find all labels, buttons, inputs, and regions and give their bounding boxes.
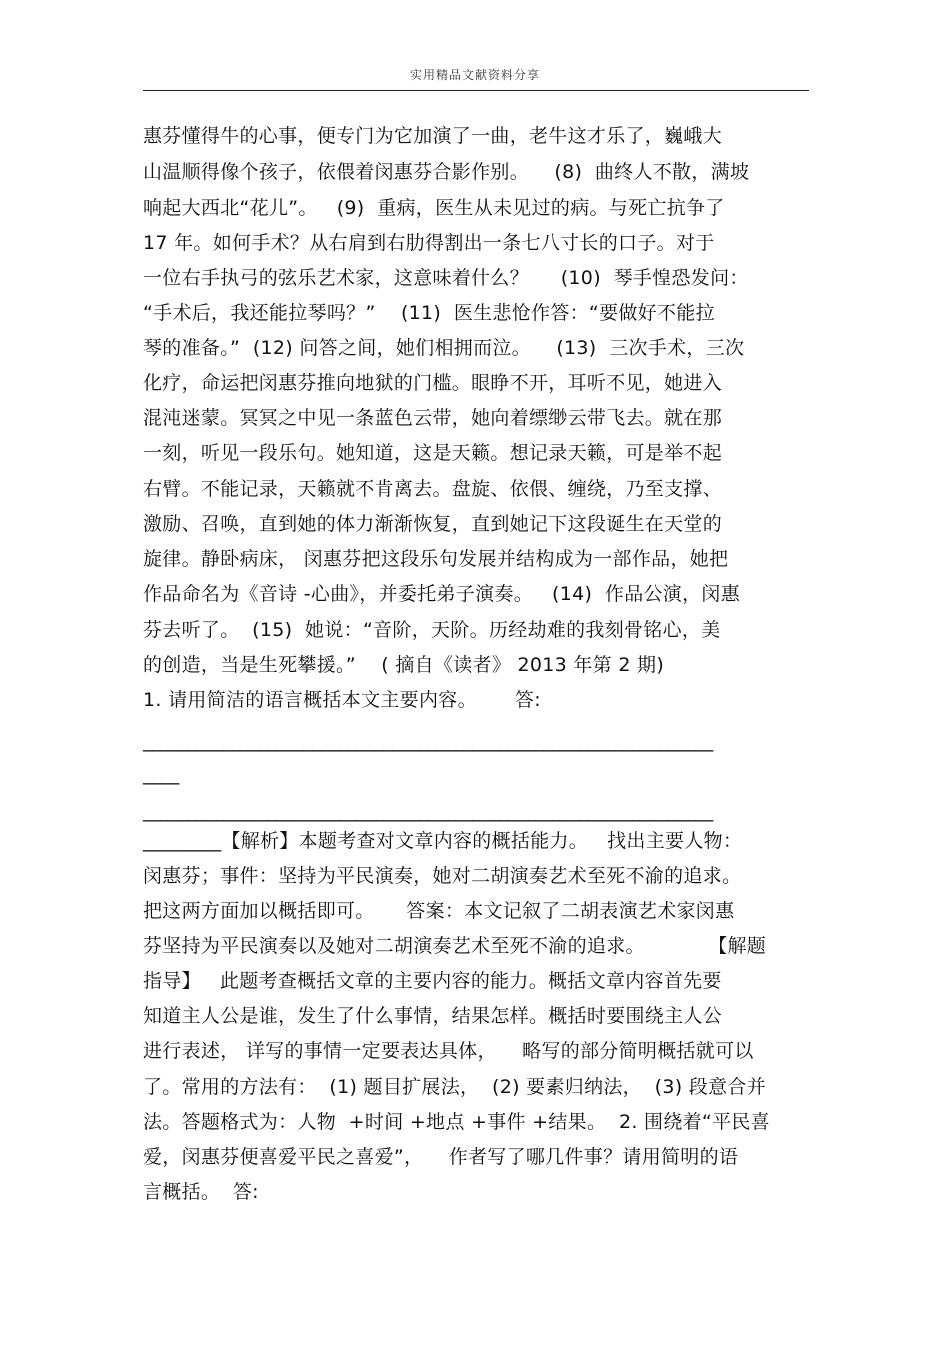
text-line: 17 年。如何手术？从右肩到右肋得割出一条七八寸长的口子。对于 <box>143 232 715 254</box>
text-line: 旋律。静卧病床， 闵惠芬把这段乐句发展并结构成为一部作品，她把 <box>143 548 729 570</box>
text-line: 闵惠芬；事件：坚持为平民演奏，她对二胡演奏艺术至死不渝的追求。 <box>143 865 742 887</box>
text-line: 琴的准备。” (12) 问答之间，她们相拥而泣。 (13) 三次手术，三次 <box>143 337 745 359</box>
analysis-line: ________【解析】本题考查对文章内容的概括能力。 找出主要人物： <box>143 830 743 852</box>
text-line: 惠芬懂得牛的心事，便专门为它加演了一曲，老牛这才乐了，巍峨大 <box>143 125 723 147</box>
header-divider <box>143 90 809 91</box>
text-line: 右臂。不能记录，天籁就不肯离去。盘旋、依偎、缠绕，乃至支撑、 <box>143 478 723 500</box>
text-line: 化疗，命运把闵惠芬推向地狱的门槛。眼睁不开，耳听不见，她进入 <box>143 372 723 394</box>
text-line: 芬去听了。 (15) 她说：“音阶，天阶。历经劫难的我刻骨铭心，美 <box>143 619 721 641</box>
text-line: 混沌迷蒙。冥冥之中见一条蓝色云带，她向着缥缈云带飞去。就在那 <box>143 407 723 429</box>
text-line: 把这两方面加以概括即可。 答案：本文记叙了二胡表演艺术家闵惠 <box>143 900 735 922</box>
text-line: 的创造，当是生死攀援。” ( 摘自《读者》 2013 年第 2 期) <box>143 654 665 676</box>
text-line: 言概括。 答: <box>143 1181 259 1203</box>
text-line: 一刻，听见一段乐句。她知道，这是天籁。想记录天籁，可是举不起 <box>143 442 723 464</box>
question-1: 1. 请用简洁的语言概括本文主要内容。 答: <box>143 689 541 711</box>
text-line: 法。答题格式为：人物 +时间 +地点 +事件 +结果。 2. 围绕着“平民喜 <box>143 1111 770 1133</box>
answer-blank-line: ________________________________________________________________ <box>143 800 713 822</box>
page-header: 实用精品文献资料分享 <box>409 68 540 82</box>
text-line: 指导】 此题考查概括文章的主要内容的能力。概括文章内容首先要 <box>143 970 722 992</box>
text-line: 芬坚持为平民演奏以及她对二胡演奏艺术至死不渝的追求。 【解题 <box>143 935 767 957</box>
text-line: 进行表述， 详写的事情一定要表达具体， 略写的部分简明概括就可以 <box>143 1040 754 1062</box>
text-line: 响起大西北“花儿”。 (9) 重病，医生从未见过的病。与死亡抗争了 <box>143 197 725 219</box>
text-line: 一位右手执弓的弦乐艺术家，这意味着什么？ (10) 琴手惶恐发问： <box>143 267 749 289</box>
answer-blank-line: ____ <box>143 763 179 785</box>
text-line: 激励、召唤，直到她的体力渐渐恢复，直到她记下这段诞生在天堂的 <box>143 513 723 535</box>
question-2: 爱，闵惠芬便喜爱平民之喜爱”， 作者写了哪几件事？请用简明的语 <box>143 1146 739 1168</box>
text-line: 知道主人公是谁，发生了什么事情，结果怎样。概括时要围绕主人公 <box>143 1005 723 1027</box>
text-line: “手术后，我还能拉琴吗？” (11) 医生悲怆作答：“要做好不能拉 <box>143 302 715 324</box>
text-line: 了。常用的方法有： (1) 题目扩展法， (2) 要素归纳法， (3) 段意合并 <box>143 1076 766 1098</box>
text-line: 作品命名为《音诗 -心曲》，并委托弟子演奏。 (14) 作品公演，闵惠 <box>143 583 740 605</box>
text-line: 山温顺得像个孩子，依偎着闵惠芬合影作别。 (8) 曲终人不散，满坡 <box>143 161 750 183</box>
answer-blank-line: ________________________________________________________________ <box>143 730 713 752</box>
